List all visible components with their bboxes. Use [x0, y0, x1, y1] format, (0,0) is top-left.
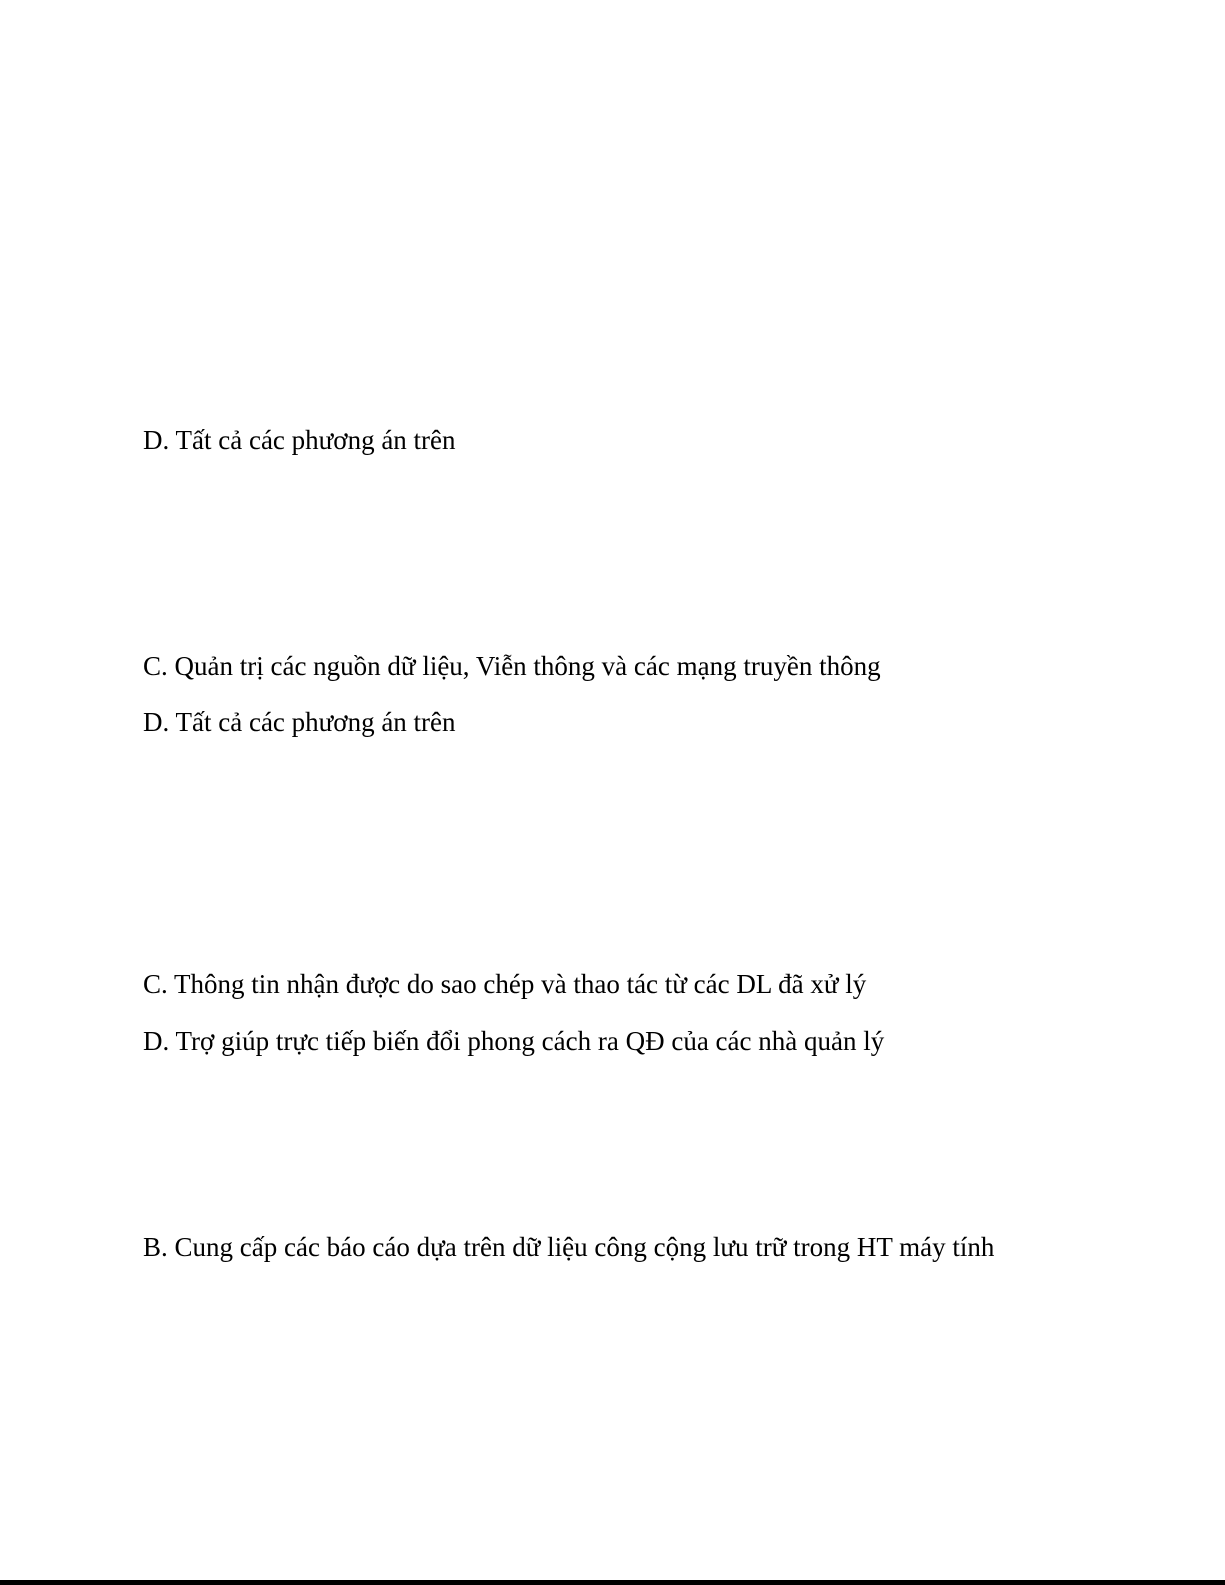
answer-option-c: C. Quản trị các nguồn dữ liệu, Viễn thông và các mạng truyền thông — [143, 651, 881, 681]
answer-option-c: C. Thông tin nhận được do sao chép và thao tác từ các DL đã xử lý — [143, 969, 867, 999]
answer-option-d: D. Trợ giúp trực tiếp biến đổi phong cách ra QĐ của các nhà quản lý — [143, 1026, 885, 1056]
page-bottom-border — [0, 1580, 1225, 1585]
answer-option-d: D. Tất cả các phương án trên — [143, 707, 456, 737]
answer-option-b: B. Cung cấp các báo cáo dựa trên dữ liệu công cộng lưu trữ trong HT máy tính — [143, 1232, 995, 1262]
answer-option-d: D. Tất cả các phương án trên — [143, 425, 456, 455]
